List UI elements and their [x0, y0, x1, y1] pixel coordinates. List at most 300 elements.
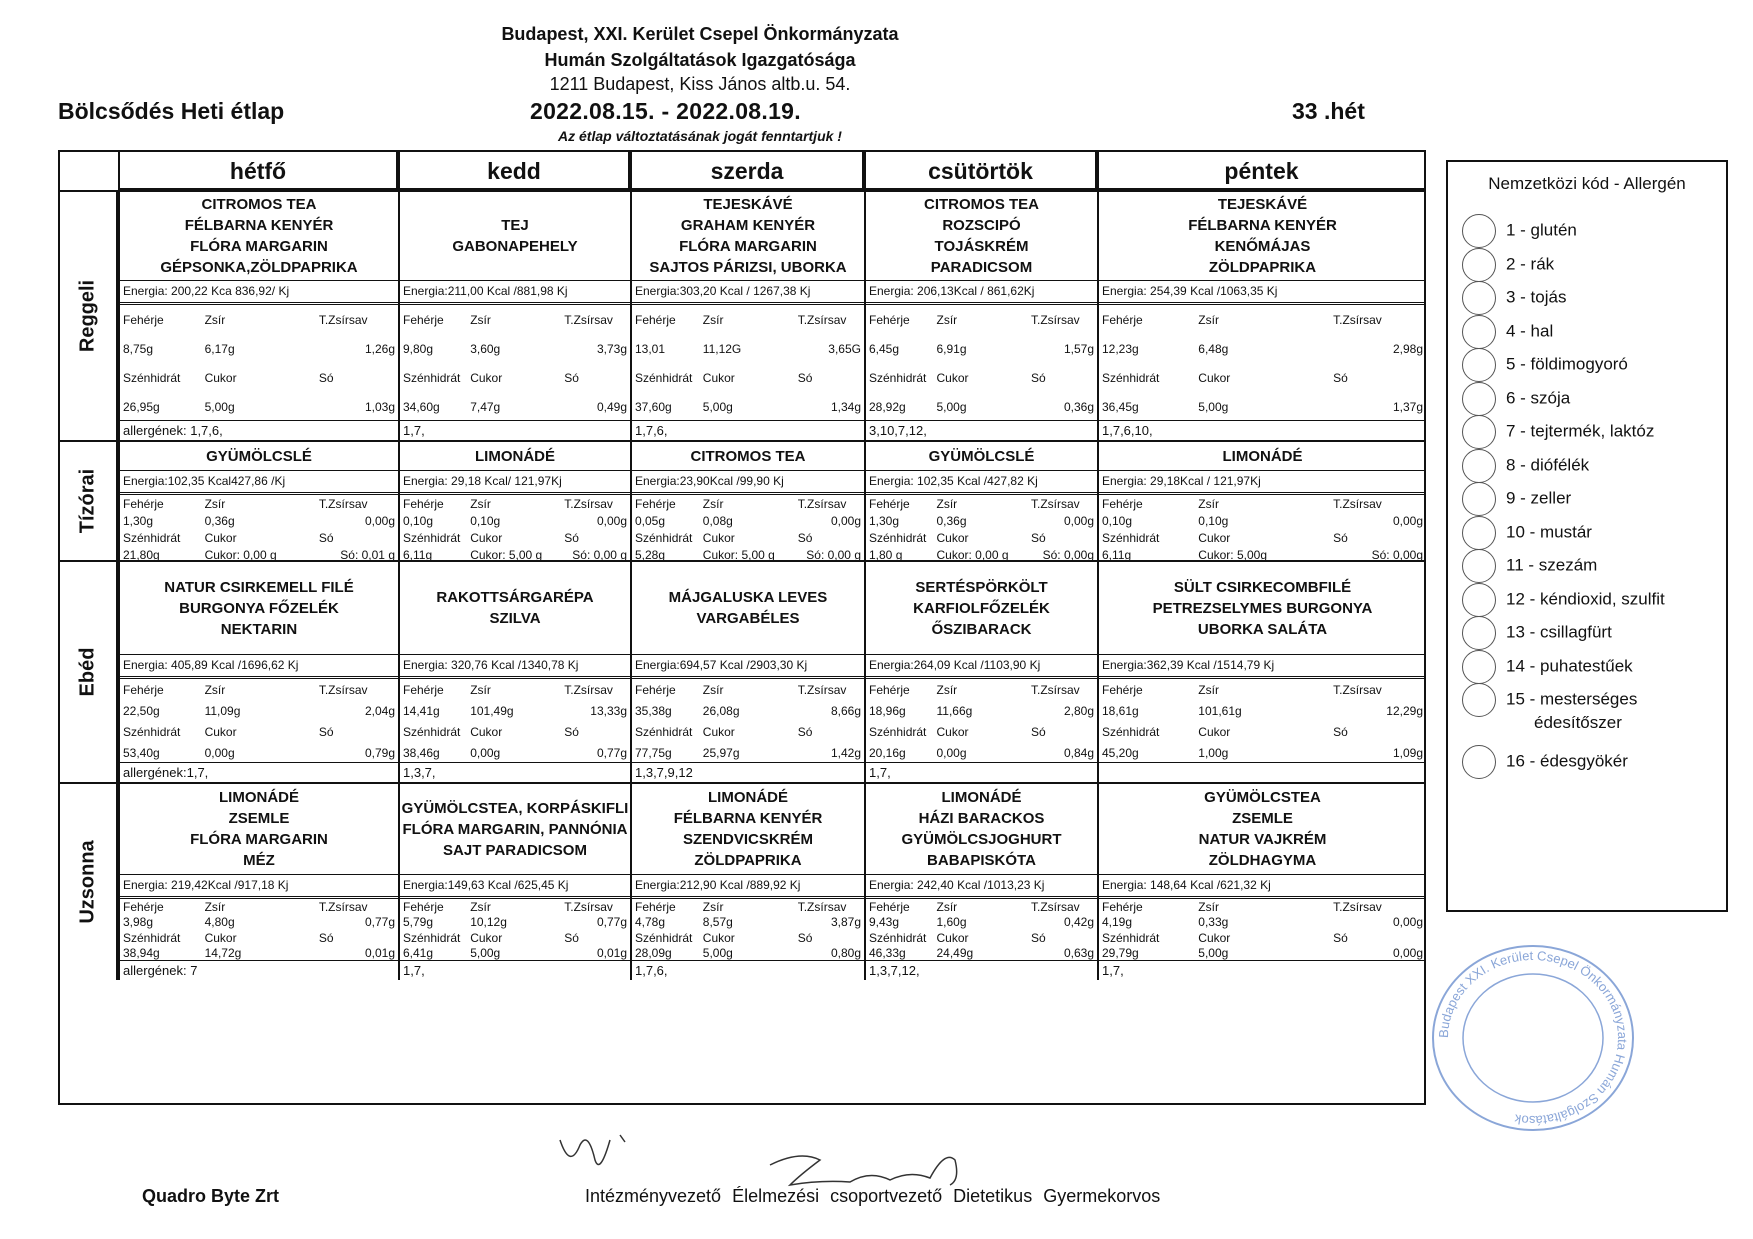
nutrient-label: Cukor — [204, 530, 237, 545]
nutrient-value: 0,08g — [702, 513, 733, 528]
energy-value: Energia: 148,64 Kcal /621,32 Kj — [1099, 874, 1426, 897]
nutrition-row — [403, 681, 627, 699]
date-range: 2022.08.15. - 2022.08.19. — [530, 98, 801, 124]
menu-item: SZENDVICSKRÉM — [682, 831, 813, 848]
nutrient-label: Cukor — [204, 724, 237, 739]
nutrient-value: 3,98g — [123, 915, 154, 930]
nutrient-label: Szénhidrát — [1102, 724, 1160, 739]
nutrient-label: Só — [564, 930, 579, 945]
nutrition-row — [403, 723, 627, 741]
nutrition-row — [635, 369, 861, 387]
nutrient-label: Cukor — [470, 724, 503, 739]
nutrient-value: 18,61g — [1102, 703, 1139, 718]
legend-item-11 — [1462, 549, 1597, 583]
menu-item: CITROMOS TEA — [924, 196, 1039, 213]
menu-item: PETREZSELYMES BURGONYA — [1152, 599, 1373, 617]
energy-value: Energia: 29,18Kcal / 121,97Kj — [1099, 470, 1426, 493]
nutrient-label: Szénhidrát — [635, 724, 693, 739]
meal-label-2 — [60, 560, 118, 782]
nutrition-table — [866, 494, 1097, 562]
nutrient-value: 1,57g — [1063, 341, 1094, 356]
nutrition-table — [632, 678, 864, 762]
nutrient-label: Zsír — [1198, 312, 1219, 327]
nutrient-value: 4,78g — [635, 915, 666, 930]
allergen-codes: 3,10,7,12, — [866, 420, 1097, 442]
nutrition-row — [635, 398, 861, 416]
allergen-codes: 1,7,6,10, — [1099, 420, 1426, 442]
nutrient-label: Cukor — [1198, 930, 1231, 945]
nutrition-row — [1102, 529, 1423, 547]
nutrient-label: Só — [318, 530, 334, 545]
nutrient-value: 0,10g — [1198, 513, 1229, 528]
menu-items — [866, 192, 1097, 280]
nutrient-label: Só — [318, 370, 334, 385]
nutrient-label: T.Zsírsav — [797, 496, 847, 511]
menu-items — [632, 192, 864, 280]
nutrient-label: Fehérje — [1102, 312, 1143, 327]
allergen-codes: 1,7, — [400, 960, 630, 982]
nutrient-value: 38,46g — [403, 745, 440, 760]
allergen-6-icon — [1462, 382, 1496, 416]
nutrition-row — [869, 723, 1094, 741]
menu-grid — [58, 150, 1426, 1105]
nutrient-value: Cukor: 5,00 g — [702, 547, 775, 562]
nutrient-value: 12,23g — [1102, 341, 1139, 356]
nutrient-value: 0,10g — [403, 513, 434, 528]
energy-value: Energia:212,90 Kcal /889,92 Kj — [632, 874, 864, 897]
nutrient-value: 22,50g — [123, 703, 160, 718]
menu-item: UBORKA SALÁTA — [1197, 620, 1328, 638]
nutrition-row — [869, 369, 1094, 387]
nutrient-value: 2,80g — [1063, 703, 1094, 718]
menu-item: CITROMOS TEA — [201, 196, 317, 213]
nutrient-label: Fehérje — [869, 899, 910, 914]
nutrition-row — [869, 340, 1094, 358]
nutrient-label: Só — [1333, 530, 1348, 545]
allergen-codes — [1099, 762, 1426, 784]
menu-item: FLÓRA MARGARIN, PANNÓNIA — [402, 820, 628, 838]
menu-items — [866, 562, 1097, 654]
nutrient-value: 1,80 g — [869, 547, 903, 562]
menu-item: GYÜMÖLCSTEA — [1204, 789, 1321, 806]
menu-items — [632, 784, 864, 874]
menu-items — [120, 784, 398, 874]
allergen-9-icon — [1462, 482, 1496, 516]
nutrient-label: Cukor — [702, 370, 735, 385]
nutrition-row — [1102, 744, 1423, 762]
nutrient-value: 9,43g — [869, 915, 900, 930]
nutrient-value: 0,77g — [596, 915, 627, 930]
nutrient-value: Cukor: 5,00 g — [470, 547, 543, 562]
nutrient-label: Szénhidrát — [635, 930, 693, 945]
nutrition-row — [869, 529, 1094, 547]
menu-item: FÉLBARNA KENYÉR — [1188, 217, 1337, 234]
nutrient-label: T.Zsírsav — [1031, 899, 1080, 914]
menu-item: GYÜMÖLCSJOGHURT — [901, 831, 1062, 848]
legend-item-label: 7 - tejtermék, laktóz — [1506, 421, 1655, 441]
legend-item-label: 5 - földimogyoró — [1506, 354, 1628, 374]
nutrition-row — [123, 340, 395, 358]
menu-item: ZÖLDPAPRIKA — [694, 852, 802, 869]
nutrient-value: 1,00g — [1198, 745, 1229, 760]
header-address: 1211 Budapest, Kiss János altb.u. 54. — [549, 74, 851, 94]
menu-cell — [118, 782, 398, 980]
menu-cell — [1097, 560, 1426, 782]
nutrient-label: Szénhidrát — [869, 724, 927, 739]
legend-item-13 — [1462, 616, 1612, 650]
nutrient-label: Cukor — [470, 930, 503, 945]
nutrient-label: Zsír — [702, 899, 724, 914]
nutrient-label: T.Zsírsav — [1333, 312, 1382, 327]
nutrient-label: Cukor — [936, 724, 969, 739]
nutrient-label: Zsír — [204, 682, 226, 697]
menu-item: SERTÉSPÖRKÖLT — [915, 578, 1048, 596]
menu-item: GABONAPEHELY — [452, 238, 578, 255]
nutrient-label: Zsír — [204, 496, 226, 511]
legend-item-label: 11 - szezám — [1506, 555, 1598, 575]
menu-item: ZÖLDPAPRIKA — [1208, 259, 1317, 276]
nutrient-value: 11,12G — [702, 341, 742, 356]
menu-cell — [398, 782, 630, 980]
allergen-codes: 1,3,7, — [400, 762, 630, 784]
menu-cell — [864, 782, 1097, 980]
nutrient-value: 24,49g — [936, 946, 974, 961]
menu-cell — [864, 190, 1097, 440]
menu-cell — [1097, 190, 1426, 440]
nutrient-label: Só — [1333, 930, 1348, 945]
nutrient-label: Szénhidrát — [869, 930, 927, 945]
nutrient-label: Fehérje — [403, 899, 444, 914]
nutrient-label: T.Zsírsav — [797, 682, 847, 697]
menu-item: CITROMOS TEA — [690, 447, 806, 465]
menu-item: LIMONÁDÉ — [941, 789, 1022, 806]
nutrient-label: Szénhidrát — [123, 930, 181, 945]
nutrient-value: 1,60g — [936, 915, 967, 930]
day-header-1: kedd — [398, 152, 630, 190]
nutrition-row — [403, 702, 627, 720]
nutrient-label: Zsír — [702, 312, 724, 327]
allergen-2-icon — [1462, 248, 1496, 282]
menu-items — [1099, 442, 1426, 470]
menu-item: SÜLT CSIRKECOMBFILÉ — [1173, 578, 1352, 596]
energy-value: Energia: 102,35 Kcal /427,82 Kj — [866, 470, 1097, 493]
nutrient-value: 1,26g — [364, 341, 395, 356]
legend-item-12 — [1462, 583, 1665, 617]
energy-value: Energia:303,20 Kcal / 1267,38 Kj — [632, 280, 864, 303]
nutrition-table — [1099, 678, 1426, 762]
nutrient-value: 10,12g — [470, 915, 507, 930]
nutrition-table — [866, 898, 1097, 960]
menu-item: ZSEMLE — [1232, 810, 1293, 827]
nutrient-label: Cukor — [204, 930, 237, 945]
nutrient-label: T.Zsírsav — [318, 899, 368, 914]
nutrient-label: Zsír — [1198, 682, 1219, 697]
nutrient-value: 1,42g — [830, 745, 861, 760]
nutrient-label: T.Zsírsav — [797, 899, 847, 914]
nutrient-value: 1,30g — [123, 513, 154, 528]
nutrient-value: 35,38g — [635, 703, 672, 718]
nutrition-row — [123, 723, 395, 741]
nutrient-value: 0,79g — [364, 745, 395, 760]
menu-items — [1099, 562, 1426, 654]
nutrient-label: Szénhidrát — [1102, 930, 1160, 945]
header-organization: Budapest, XXI. Kerület Csepel Önkormányzata — [501, 24, 899, 44]
energy-value: Energia: 320,76 Kcal /1340,78 Kj — [400, 654, 630, 677]
legend-item-14 — [1462, 650, 1633, 684]
nutrient-label: Fehérje — [635, 899, 676, 914]
nutrient-label: Só — [797, 530, 813, 545]
nutrient-label: Szénhidrát — [403, 370, 461, 385]
nutrient-label: T.Zsírsav — [1031, 312, 1080, 327]
nutrient-label: T.Zsírsav — [564, 682, 613, 697]
menu-cell — [1097, 782, 1426, 980]
nutrition-row — [869, 311, 1094, 329]
allergen-11-icon — [1462, 549, 1496, 583]
menu-cell — [630, 782, 864, 980]
menu-item: GYÜMÖLCSLÉ — [928, 447, 1035, 465]
nutrition-row — [123, 369, 395, 387]
nutrient-value: 2,04g — [364, 703, 395, 718]
nutrient-label: T.Zsírsav — [318, 496, 368, 511]
nutrient-value: 14,72g — [204, 946, 242, 961]
allergen-codes: allergének: 7 — [120, 960, 398, 982]
nutrient-label: Cukor — [936, 930, 969, 945]
nutrition-row — [1102, 495, 1423, 513]
menu-item: HÁZI BARACKOS — [918, 810, 1045, 827]
nutrient-value: 7,47g — [470, 399, 501, 414]
nutrient-label: Zsír — [470, 496, 491, 511]
nutrient-value: 5,00g — [1198, 946, 1229, 961]
menu-item: TEJESKÁVÉ — [1217, 196, 1308, 213]
nutrition-row — [123, 398, 395, 416]
energy-value: Energia:149,63 Kcal /625,45 Kj — [400, 874, 630, 897]
menu-item: LIMONÁDÉ — [708, 789, 788, 806]
nutrient-value: 6,41g — [403, 946, 434, 961]
nutrient-label: Szénhidrát — [403, 724, 461, 739]
nutrient-label: Só — [318, 930, 334, 945]
nutrient-value: 1,34g — [830, 399, 861, 414]
nutrient-label: Szénhidrát — [123, 530, 181, 545]
nutrition-row — [1102, 723, 1423, 741]
nutrition-row — [1102, 512, 1423, 530]
menu-item: NATUR VAJKRÉM — [1198, 831, 1327, 848]
menu-item: GÉPSONKA,ZÖLDPAPRIKA — [160, 259, 358, 276]
nutrition-table — [120, 678, 398, 762]
nutrient-value: 0,00g — [1392, 946, 1423, 961]
legend-item-9 — [1462, 482, 1571, 516]
allergen-15-icon — [1462, 683, 1496, 717]
energy-value: Energia: 29,18 Kcal/ 121,97Kj — [400, 470, 630, 493]
menu-item: TEJ — [501, 217, 529, 234]
nutrient-value: 0,77g — [364, 915, 395, 930]
company-name: Quadro Byte Zrt — [142, 1186, 280, 1206]
allergen-codes: 1,7, — [866, 762, 1097, 784]
nutrient-value: Só: 0,01 g — [340, 547, 395, 562]
nutrition-row — [403, 495, 627, 513]
menu-items — [632, 562, 864, 654]
nutrient-label: T.Zsírsav — [1333, 899, 1382, 914]
menu-item: SAJTOS PÁRIZSI, UBORKA — [649, 259, 847, 276]
nutrition-row — [635, 744, 861, 762]
nutrient-label: Só — [1333, 724, 1348, 739]
nutrient-value: 0,42g — [1063, 915, 1094, 930]
nutrient-label: Cukor — [1198, 370, 1231, 385]
nutrition-table — [120, 304, 398, 420]
menu-items — [400, 562, 630, 654]
nutrition-row — [123, 529, 395, 547]
menu-item: RAKOTTSÁRGARÉPA — [436, 589, 594, 606]
energy-value: Energia:694,57 Kcal /2903,30 Kj — [632, 654, 864, 677]
allergen-codes: 1,3,7,12, — [866, 960, 1097, 982]
menu-cell — [118, 190, 398, 440]
nutrient-value: 0,36g — [1063, 399, 1094, 414]
nutrient-label: Só — [564, 530, 579, 545]
nutrient-value: 0,00g — [1392, 915, 1423, 930]
legend-item-label: 15 - mesterséges — [1506, 689, 1638, 709]
nutrient-value: Só: 0,00g — [1042, 547, 1094, 562]
menu-items — [866, 442, 1097, 470]
nutrition-row — [1102, 340, 1423, 358]
nutrient-value: Só: 0,00g — [1371, 547, 1423, 562]
nutrient-label: Fehérje — [403, 496, 444, 511]
allergen-14-icon — [1462, 650, 1496, 684]
menu-item: BABAPISKÓTA — [927, 852, 1036, 869]
nutrient-value: 45,20g — [1102, 745, 1139, 760]
nutrition-row — [1102, 311, 1423, 329]
nutrition-row — [635, 723, 861, 741]
nutrition-row — [869, 495, 1094, 513]
nutrient-label: Fehérje — [1102, 899, 1143, 914]
nutrition-row — [1102, 369, 1423, 387]
allergen-codes: 1,7, — [1099, 960, 1426, 982]
nutrient-value: 5,00g — [470, 946, 501, 961]
nutrient-value: 9,80g — [403, 341, 434, 356]
nutrient-label: Zsír — [1198, 899, 1219, 914]
allergen-codes: 1,3,7,9,12 — [632, 762, 864, 784]
legend-item-8 — [1462, 449, 1589, 483]
nutrient-value: 5,00g — [702, 946, 733, 961]
menu-cell — [118, 560, 398, 782]
meal-label-text: Reggeli — [76, 279, 99, 353]
allergen-8-icon — [1462, 449, 1496, 483]
nutrient-value: 1,37g — [1392, 399, 1423, 414]
nutrient-label: Fehérje — [403, 312, 444, 327]
menu-cell — [398, 440, 630, 560]
allergen-1-icon — [1462, 214, 1496, 248]
nutrient-label: T.Zsírsav — [564, 899, 613, 914]
nutrition-row — [869, 744, 1094, 762]
menu-item: NEKTARIN — [220, 620, 298, 638]
nutrient-value: 1,09g — [1392, 745, 1423, 760]
nutrition-row — [635, 340, 861, 358]
nutrition-table — [866, 678, 1097, 762]
menu-items — [866, 784, 1097, 874]
allergen-codes: allergének: 1,7,6, — [120, 420, 398, 442]
legend-item-label: 13 - csillagfürt — [1506, 622, 1612, 642]
nutrient-value: 6,11g — [1102, 547, 1132, 562]
nutrient-label: Fehérje — [403, 682, 444, 697]
nutrient-label: Fehérje — [123, 899, 164, 914]
day-header-0: hétfő — [118, 152, 398, 190]
menu-item: VARGABÉLES — [696, 610, 800, 627]
nutrient-label: T.Zsírsav — [318, 682, 368, 697]
nutrition-row — [635, 512, 861, 530]
nutrient-value: 46,33g — [869, 946, 906, 961]
nutrition-table — [632, 898, 864, 960]
nutrient-label: Szénhidrát — [869, 370, 927, 385]
nutrient-label: Szénhidrát — [403, 930, 461, 945]
nutrient-label: Szénhidrát — [1102, 370, 1160, 385]
menu-item: BURGONYA FŐZELÉK — [179, 599, 339, 617]
nutrient-value: Cukor: 0,00 g — [204, 547, 277, 562]
energy-value: Energia:362,39 Kcal /1514,79 Kj — [1099, 654, 1426, 677]
nutrient-label: Fehérje — [123, 682, 164, 697]
stamp-text: Budapest XXI. Kerület Csepel Önkormányzata Humán Szolgáltatások — [1435, 947, 1631, 1129]
day-header-2: szerda — [630, 152, 864, 190]
nutrition-row — [635, 681, 861, 699]
menu-item: LIMONÁDÉ — [1222, 447, 1303, 465]
nutrient-value: 12,29g — [1386, 703, 1423, 718]
nutrition-row — [123, 702, 395, 720]
nutrition-row — [1102, 702, 1423, 720]
menu-items — [120, 192, 398, 280]
nutrition-row — [635, 529, 861, 547]
nutrient-value: 0,00g — [470, 745, 501, 760]
disclaimer-note: Az étlap változtatásának jogát fenntartjuk ! — [558, 128, 842, 144]
nutrient-label: Só — [1031, 530, 1046, 545]
nutrient-value: 5,00g — [702, 399, 733, 414]
menu-item: FÉLBARNA KENYÉR — [673, 810, 823, 827]
header-department: Humán Szolgáltatások Igazgatósága — [544, 50, 856, 70]
nutrition-row — [403, 512, 627, 530]
nutrient-value: 5,79g — [403, 915, 434, 930]
nutrition-table — [632, 494, 864, 562]
energy-value: Energia:211,00 Kcal /881,98 Kj — [400, 280, 630, 303]
energy-value: Energia: 200,22 Kca 836,92/ Kj — [120, 280, 398, 303]
nutrient-label: Zsír — [936, 899, 958, 914]
nutrient-label: Fehérje — [123, 496, 164, 511]
nutrient-label: Fehérje — [635, 496, 676, 511]
nutrition-table — [1099, 494, 1426, 562]
legend-item-label: 9 - zeller — [1506, 488, 1572, 508]
nutrient-label: Cukor — [204, 370, 237, 385]
nutrition-table — [400, 494, 630, 562]
legend-item-2 — [1462, 248, 1554, 282]
nutrient-label: Só — [1031, 724, 1046, 739]
nutrient-label: Fehérje — [869, 312, 910, 327]
legend-item-label: 8 - diófélék — [1506, 454, 1590, 474]
nutrition-table — [866, 304, 1097, 420]
nutrition-row — [123, 744, 395, 762]
nutrient-value: 2,98g — [1392, 341, 1423, 356]
nutrition-row — [123, 311, 395, 329]
nutrient-label: Szénhidrát — [635, 370, 693, 385]
nutrient-value: 29,79g — [1102, 946, 1139, 961]
nutrient-value: Só: 0,00 g — [806, 547, 861, 562]
menu-item: KARFIOLFŐZELÉK — [913, 599, 1050, 617]
nutrient-value: 3,87g — [830, 915, 861, 930]
menu-item: GRAHAM KENYÉR — [680, 217, 816, 234]
nutrient-label: Szénhidrát — [635, 530, 693, 545]
menu-item: SZILVA — [489, 610, 541, 627]
menu-item: FLÓRA MARGARIN — [190, 238, 328, 255]
nutrient-value: 5,00g — [204, 399, 235, 414]
menu-cell — [630, 560, 864, 782]
menu-items — [400, 784, 630, 874]
nutrition-row — [403, 311, 627, 329]
nutrient-value: 14,41g — [403, 703, 440, 718]
allergen-5-icon — [1462, 348, 1496, 382]
